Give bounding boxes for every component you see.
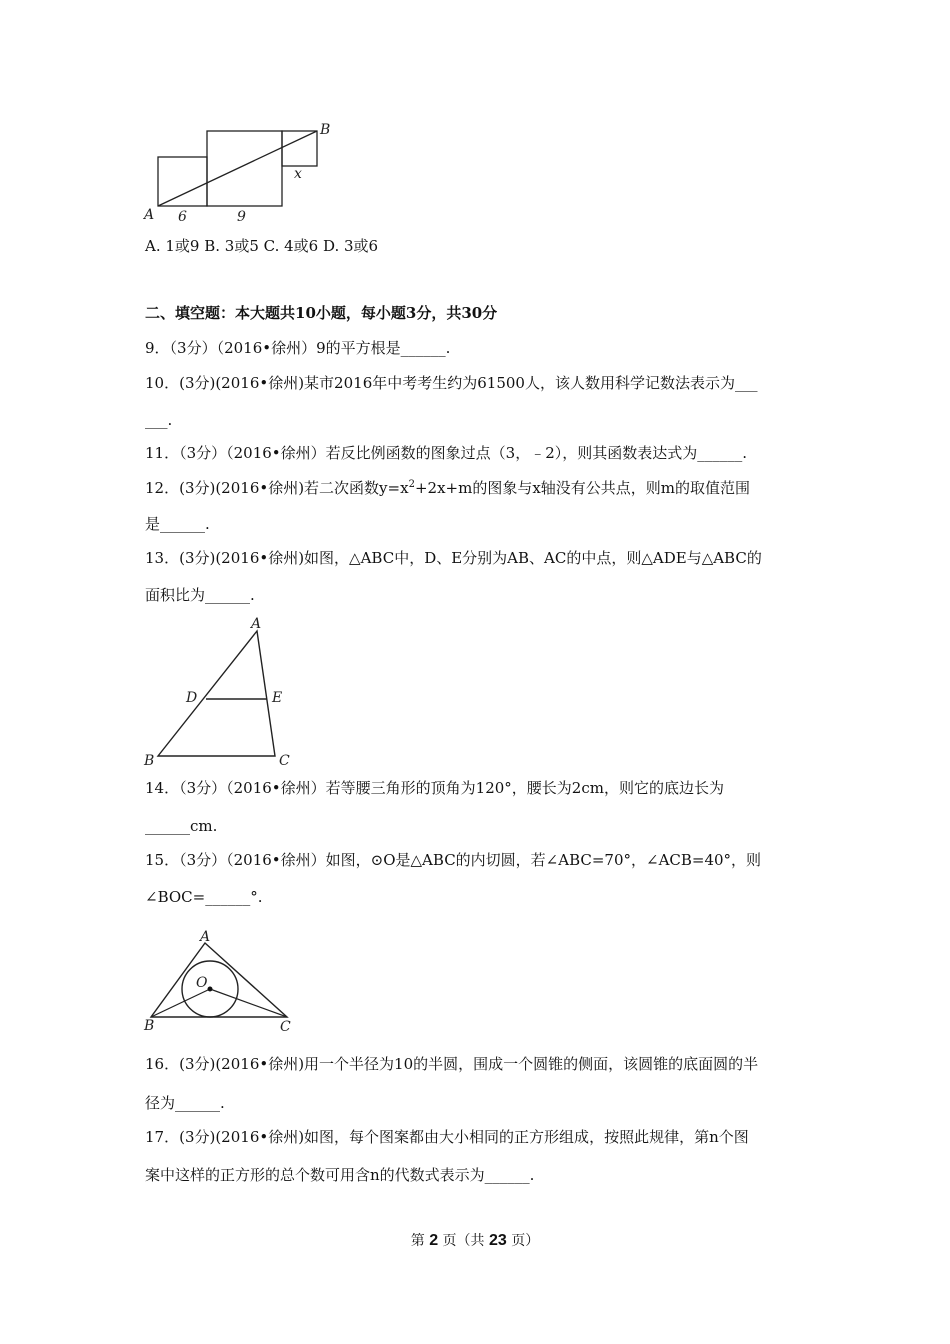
section2-title: 二、填空题：本大题共10小题，每小题3分，共30分 (145, 304, 498, 322)
q13-line2: 面积比为______. (145, 586, 255, 604)
triangle-abc (158, 631, 275, 756)
q10-line2: ___. (145, 411, 173, 429)
square-x (282, 131, 317, 166)
center-point (208, 987, 213, 992)
q17-line1: 17．(3分)(2016•徐州)如图，每个图案都由大小相同的正方形组成，按照此规律，第n个图 (145, 1128, 749, 1146)
footer-mid: 页（共 (442, 1233, 485, 1249)
q13-figure (140, 612, 300, 772)
q8-figure (140, 120, 340, 230)
q13-line1: 13．(3分)(2016•徐州)如图，△ABC中，D、E分别为AB、AC的中点，则△ADE与△ABC的 (145, 549, 762, 567)
label-x: x (294, 166, 302, 182)
label-o: O (196, 975, 208, 991)
q12-text-a: 12．(3分)(2016•徐州)若二次函数y=x (145, 479, 409, 497)
q9: 9．（3分）（2016•徐州）9的平方根是______. (145, 339, 451, 357)
q16-line2: 径为______. (145, 1094, 225, 1112)
segment-bo (151, 989, 210, 1017)
q8-options: A. 1或9 B. 3或5 C. 4或6 D. 3或6 (145, 237, 379, 255)
q16-line1: 16．(3分)(2016•徐州)用一个半径为10的半圆，围成一个圆锥的侧面，该圆锥的底面圆的半 (145, 1055, 759, 1073)
label-e: E (272, 690, 283, 706)
label-c: C (279, 753, 290, 769)
q15-figure (140, 925, 300, 1035)
square-9 (207, 131, 282, 206)
q15-line1: 15．（3分）（2016•徐州）如图，⊙O是△ABC的内切圆，若∠ABC=70°，∠ACB=40°，则 (145, 851, 762, 869)
segment-co (210, 989, 287, 1017)
label-b: B (320, 122, 331, 138)
label-a: A (251, 616, 262, 632)
label-a: A (200, 929, 211, 945)
page-footer (0, 1230, 950, 1250)
q14-line1: 14．（3分）（2016•徐州）若等腰三角形的顶角为120°，腰长为2cm，则它的底边长为 (145, 779, 724, 797)
q12-line1 (145, 478, 750, 498)
label-9: 9 (237, 209, 246, 225)
label-d: D (186, 690, 198, 706)
triangle-abc (151, 943, 287, 1017)
label-b: B (144, 753, 155, 769)
q17-line2: 案中这样的正方形的总个数可用含n的代数式表示为______. (145, 1166, 535, 1184)
q11: 11．（3分）（2016•徐州）若反比例函数的图象过点（3，﹣2），则其函数表达式为______. (145, 444, 748, 462)
q10-line1: 10．(3分)(2016•徐州)某市2016年中考考生约为61500人，该人数用科学记数法表示为___ (145, 374, 758, 392)
label-a: A (144, 207, 155, 223)
q12-line2: 是______. (145, 515, 210, 533)
label-6: 6 (178, 209, 187, 225)
q12-exponent: 2 (408, 479, 415, 490)
footer-total-pages: 23 (489, 1232, 507, 1249)
q12-text-b: +2x+m的图象与x轴没有公共点，则m的取值范围 (414, 479, 751, 497)
footer-page-number: 2 (429, 1232, 439, 1249)
footer-pre: 第 (410, 1233, 425, 1249)
label-c: C (280, 1019, 291, 1035)
square-6 (158, 157, 207, 206)
label-b: B (144, 1018, 155, 1034)
q14-line2: ______cm. (145, 817, 218, 835)
q15-line2: ∠BOC=______°. (145, 888, 263, 906)
footer-post: 页） (511, 1233, 540, 1249)
